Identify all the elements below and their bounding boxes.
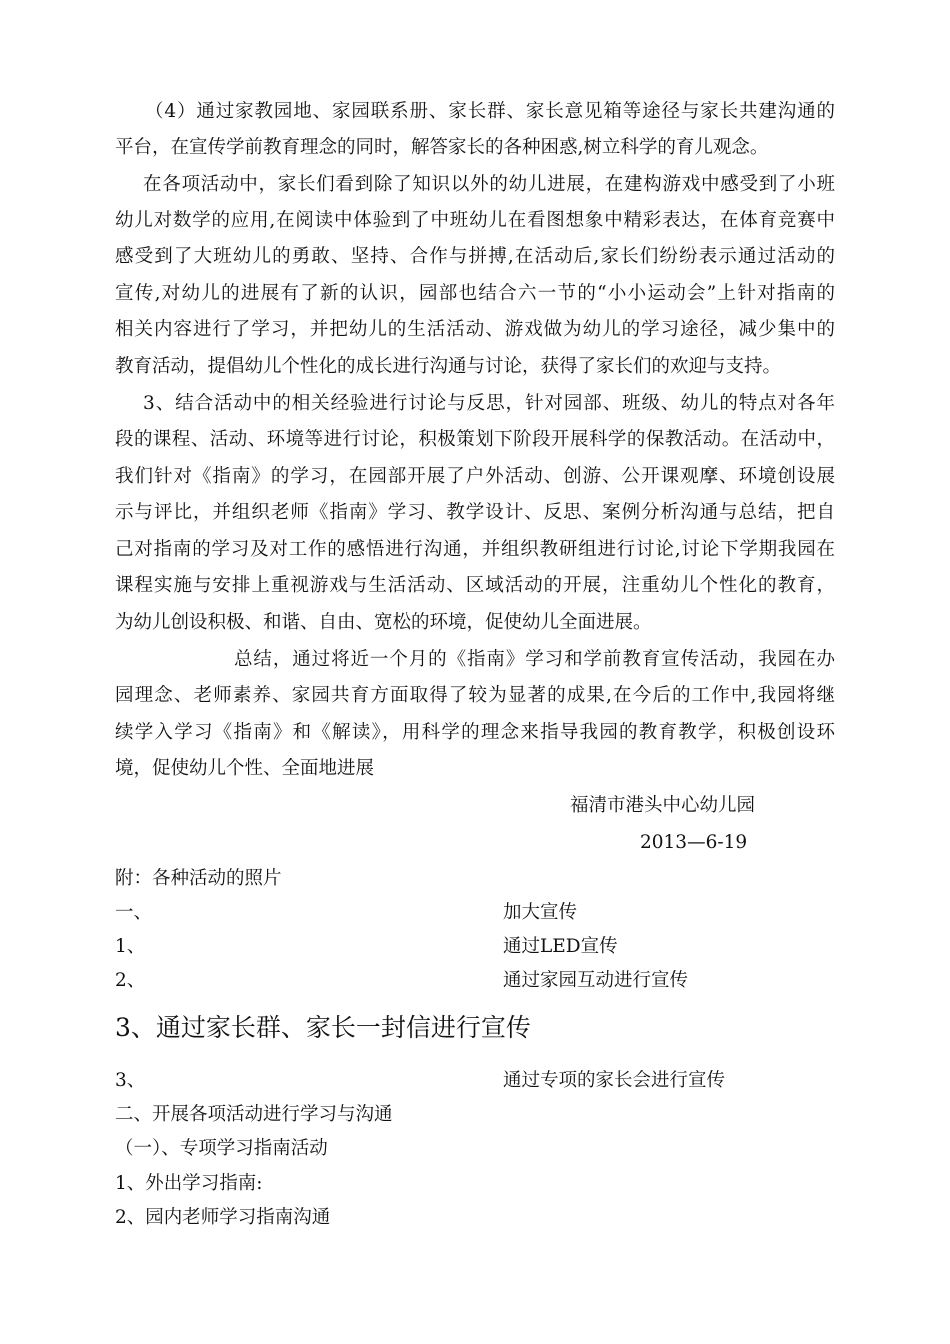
appendix-row (115, 935, 835, 959)
appendix-row (115, 1069, 835, 1093)
summary-line-4: 境，促使幼儿个性、全面地进展 (115, 758, 375, 779)
appendix-row-num: 2、 (115, 970, 146, 991)
appendix-row (115, 901, 835, 925)
p3-line-3: 我们针对《指南》的学习，在园部开展了户外活动、创游、公开课观摩、环境创设展 (115, 466, 835, 487)
item-two: 2、园内老师学习指南沟通 (115, 1207, 331, 1228)
signature-org: 福清市港头中心幼儿园 (570, 795, 756, 816)
signature-date: 2013—6-19 (640, 832, 748, 853)
p4-line-1: （4）通过家教园地、家园联系册、家长群、家长意见箱等途径与家长共建沟通的 (145, 101, 835, 122)
activity-line-2: 幼儿对数学的应用,在阅读中体验到了中班幼儿在看图想象中精彩表达，在体育竞赛中 (115, 210, 835, 231)
activity-line-3: 感受到了大班幼儿的勇敢、坚持、合作与拼搏,在活动后,家长们纷纷表示通过活动的 (115, 246, 835, 267)
appendix-row-text: 通过LED宣传 (503, 936, 618, 957)
appendix-row-text: 通过专项的家长会进行宣传 (503, 1070, 726, 1091)
summary-line-2: 园理念、老师素养、家园共育方面取得了较为显著的成果,在今后的工作中,我园将继 (115, 685, 835, 706)
appendix-title: 附：各种活动的照片 (115, 868, 282, 889)
item-one: 1、外出学习指南: (115, 1173, 263, 1194)
p3-line-5: 己对指南的学习及对工作的感悟进行沟通，并组织教研组进行讨论,讨论下学期我园在 (115, 539, 835, 560)
appendix-row-text: 通过家园互动进行宣传 (503, 970, 689, 991)
appendix-row-text: 加大宣传 (503, 902, 578, 923)
subsection-one-heading: （一）、专项学习指南活动 (115, 1138, 328, 1159)
section-two-heading: 二、开展各项活动进行学习与沟通 (115, 1104, 393, 1125)
appendix-row-num: 一、 (115, 902, 153, 923)
activity-line-1: 在各项活动中，家长们看到除了知识以外的幼儿进展，在建构游戏中感受到了小班 (143, 174, 835, 195)
appendix-row-num: 1、 (115, 936, 146, 957)
p3-line-7: 为幼儿创设积极、和谐、自由、宽松的环境，促使幼儿全面进展。 (115, 612, 652, 633)
p3-line-6: 课程实施与安排上重视游戏与生活活动、区域活动的开展，注重幼儿个性化的教育， (115, 575, 835, 596)
p3-line-4: 示与评比，并组织老师《指南》学习、教学设计、反思、案例分析沟通与总结，把自 (115, 502, 835, 523)
p3-line-1: 3、结合活动中的相关经验进行讨论与反思，针对园部、班级、幼儿的特点对各年 (143, 393, 835, 414)
activity-line-4: 宣传,对幼儿的进展有了新的认识，园部也结合六一节的“小小运动会”上针对指南的 (115, 283, 835, 304)
appendix-big-heading: 3、通过家长群、家长一封信进行宣传 (115, 1013, 531, 1042)
p3-line-2: 段的课程、活动、环境等进行讨论，积极策划下阶段开展科学的保教活动。在活动中， (115, 429, 835, 450)
summary-line-3: 续学入学习《指南》和《解读》，用科学的理念来指导我园的教育教学，积极创设环 (115, 722, 835, 743)
p4-line-2: 平台，在宣传学前教育理念的同时，解答家长的各种困惑,树立科学的育儿观念。 (115, 137, 769, 158)
appendix-row (115, 969, 835, 993)
appendix-row-num: 3、 (115, 1070, 146, 1091)
summary-line-1: 总结，通过将近一个月的《指南》学习和学前教育宣传活动，我园在办 (234, 649, 835, 670)
activity-line-6: 教育活动，提倡幼儿个性化的成长进行沟通与讨论，获得了家长们的欢迎与支持。 (115, 356, 782, 377)
activity-line-5: 相关内容进行了学习，并把幼儿的生活活动、游戏做为幼儿的学习途径，减少集中的 (115, 319, 835, 340)
